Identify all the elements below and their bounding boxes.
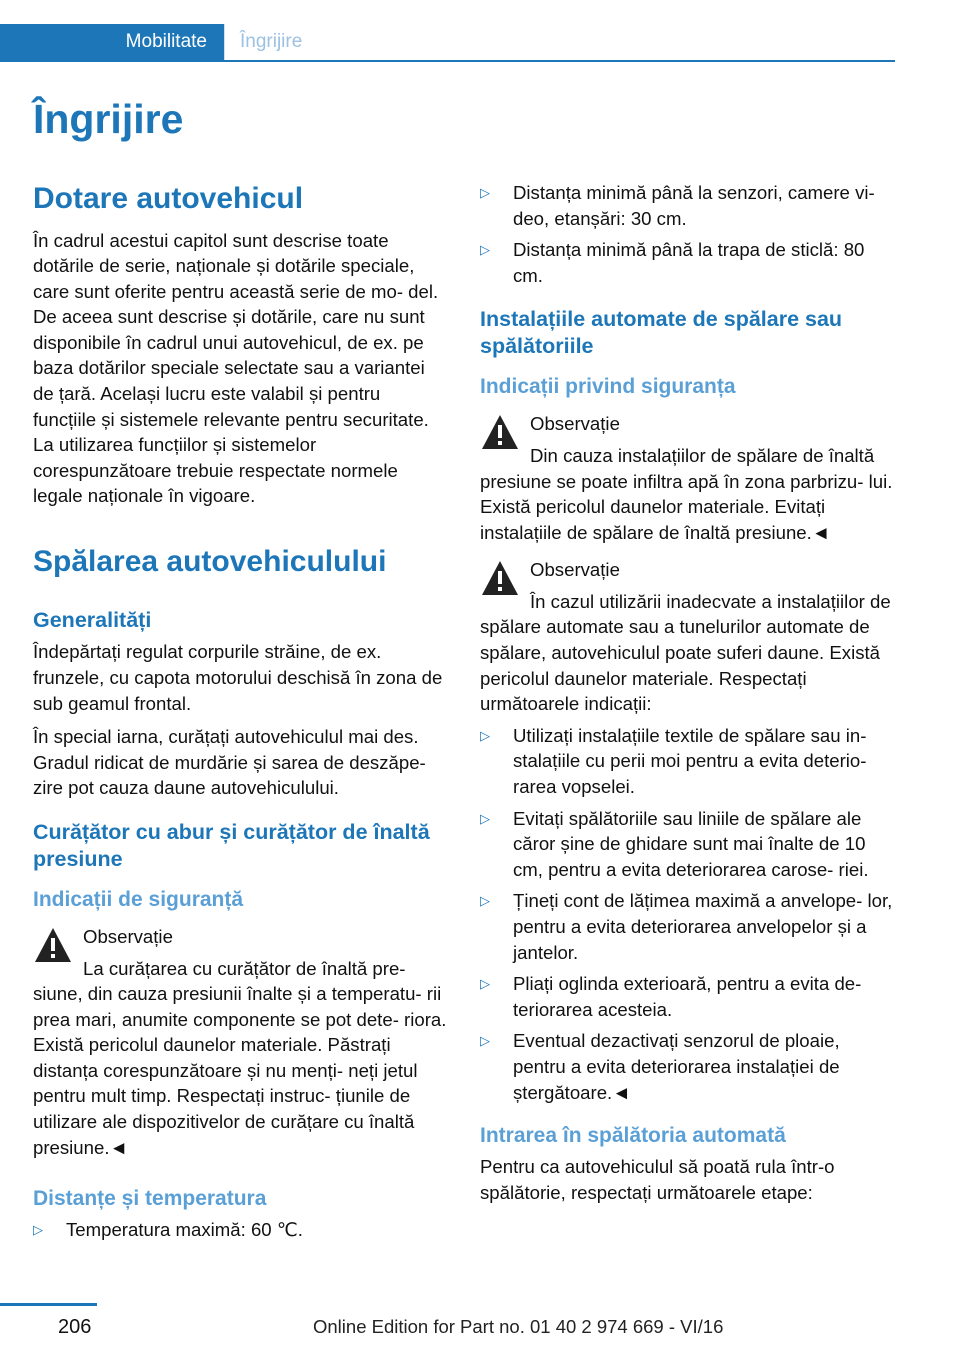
triangle-bullet-icon: ▷ [480, 810, 490, 826]
paragraph-generalitati-2: În special iarna, curățați autovehiculul mai des. Gradul ridicat de murdărie și sarea de deszăpe‐ zire pot cauza daune autovehiculului. [33, 726, 426, 799]
list-item: ▷ Țineți cont de lățimea maximă a anvelope‐ lor, pentru a evita deteriorarea anvelopelor și a jantelor. [480, 890, 893, 963]
warning-label: Observație [83, 925, 173, 947]
section-heading-dotare: Dotare autovehicul [33, 182, 304, 215]
warning-label: Observație [530, 559, 620, 581]
chapter-tab-mobilitate[interactable]: Mobilitate [0, 24, 224, 60]
subheading-distante: Distanțe și temperatura [33, 1187, 267, 1211]
paragraph-generalitati-1: Îndepărtați regulat corpurile străine, de ex. frunzele, cu capota motorului deschisă în zona de sub geamul frontal. [33, 641, 443, 714]
warning-triangle-icon [480, 559, 520, 597]
paragraph-dotare: În cadrul acestui capitol sunt descrise toate dotările de serie, naționale și dotările speciale, care sunt oferite pentru această serie de mo‐ del. De aceea sunt descrise și dotările, care nu sunt disponibile în cadrul unui autovehicul, de ex. pe baza dotărilor speciale selectate sau a variantei de țară. Același lucru este valabil și pentru funcțiile și sistemele relevante pentru securitate. La utilizarea funcțiilor și sistemelor corespunzătoare trebuie respectate normele legale naționale în vigoare. [33, 229, 439, 507]
list-item: ▷ Pliați oglinda exterioară, pentru a evita de‐ teriorarea acesteia. [480, 973, 862, 1020]
section-heading-curatator: Curățător cu abur și curățător de înaltă presiune [33, 819, 430, 871]
list-item: ▷ Distanța minimă până la trapa de sticlă: 80 cm. [480, 239, 865, 286]
bullet-list-distante-cont [480, 180, 895, 288]
section-heading-instalatii: Instalațiile automate de spălare sau spălătoriile [480, 307, 843, 359]
tab-separator [224, 24, 225, 60]
warning-block [480, 557, 895, 717]
list-item: ▷ Utilizați instalațiile textile de spălare sau in‐ stalațiile cu perii moi pentru a evita deterio‐ rarea vopselei. [480, 724, 867, 798]
warning-text: În cazul utilizării inadecvate a instalațiilor de spălare automate sau a tunelurilor automate de spălare, autovehiculul poate suferi daune. Există pericolul daunelor materiale. Respectați următoarele indicații: [480, 590, 891, 715]
list-item: ▷ Evitați spălătoriile sau liniile de spălare ale căror șine de ghidare sunt mai înalte de 10 cm, pentru a evita deteriorarea carose‐ riei. [480, 807, 869, 880]
subheading-intrarea: Intrarea în spălătoria automată [480, 1124, 786, 1148]
triangle-bullet-icon: ▷ [480, 893, 490, 909]
triangle-bullet-icon: ▷ [480, 242, 490, 258]
chapter-tab-ingrijire[interactable]: Îngrijire [240, 31, 303, 52]
warning-block [480, 411, 895, 545]
footer-rule [0, 1303, 97, 1306]
triangle-bullet-icon: ▷ [480, 1033, 490, 1049]
list-item: ▷ Temperatura maximă: 60 ℃. [33, 1217, 448, 1243]
warning-triangle-icon [480, 413, 520, 451]
triangle-bullet-icon: ▷ [480, 976, 490, 992]
subheading-indicatii-privind-siguranta: Indicații privind siguranța [480, 375, 736, 399]
warning-triangle-icon [33, 926, 73, 964]
triangle-bullet-icon: ▷ [480, 185, 490, 200]
left-column [33, 180, 448, 1243]
warning-block [33, 924, 448, 1160]
list-item: ▷ Eventual dezactivați senzorul de ploaie, pentru a evita deteriorarea instalației de ștergătoare.◄ [480, 1030, 840, 1103]
page-title: Îngrijire [33, 96, 184, 142]
footer-edition: Online Edition for Part no. 01 40 2 974 669 - VI/16 [313, 1316, 724, 1337]
section-heading-spalarea: Spălarea autovehiculului [33, 545, 387, 579]
section-heading-generalitati: Generalități [33, 607, 152, 632]
subheading-indicatii-siguranta: Indicații de siguranță [33, 887, 244, 911]
bullet-list-spalatorii [480, 723, 895, 1105]
header-rule [0, 60, 895, 62]
warning-text: La curățarea cu curățător de înaltă pre‐ siune, din cauza presiunii înalte și a temperatu‐ rii prea mari, anumite componente se pot dete‐ riora. Există pericolul daunelor materiale. Păstrați distanța corespunzătoare și nu menți‐ neți jetul pentru mult timp. Respectați instruc‐ țiunile de utilizare ale dispozitivelor de curățare cu înaltă presiune.◄ [33, 957, 447, 1158]
right-column [480, 180, 895, 1206]
warning-label: Observație [530, 413, 620, 435]
triangle-bullet-icon: ▷ [480, 727, 490, 743]
warning-text: Din cauza instalațiilor de spălare de înaltă presiune se poate infiltra apă în zona parbrizu‐ lui. Există pericolul daunelor materiale. Evitați instalațiile de spălare de înaltă presiune.◄ [480, 444, 893, 543]
paragraph-intrarea: Pentru ca autovehiculul să poată rula într-o spălătorie, respectați următoarele etape: [480, 1156, 835, 1203]
bullet-list-distante [33, 1217, 448, 1243]
triangle-bullet-icon: ▷ [33, 1222, 43, 1238]
chapter-header [0, 24, 895, 62]
page-number: 206 [58, 1316, 92, 1338]
list-item: ▷ Distanța minimă până la senzori, camere vi‐ deo, etanșări: 30 cm. [480, 182, 875, 229]
